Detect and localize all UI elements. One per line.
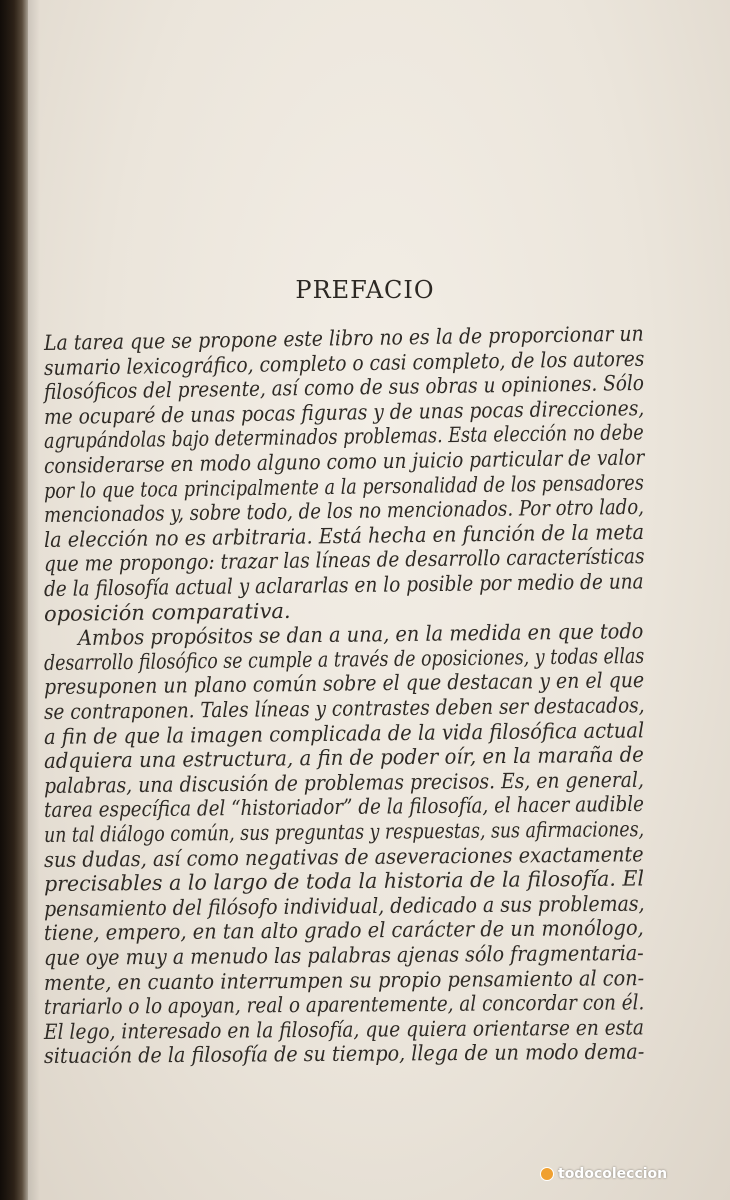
text-line: presuponen un plano común sobre el que destacan y en el que [43, 668, 645, 700]
text-line: de la filosofía actual y aclararlas en lo posible por medio de una [43, 569, 644, 601]
todocoleccion-logo-icon [540, 1167, 554, 1181]
text-line: tiene, empero, en tan alto grado el carácter de un monólogo, [43, 916, 644, 946]
text-line: sumario lexicográfico, completo o casi completo, de los autores [43, 346, 645, 380]
text-line: palabras, una discusión de problemas precisos. Es, en general, [43, 767, 645, 798]
text-line: que me propongo: trazar las líneas de desarrollo características [43, 544, 645, 577]
watermark [540, 1166, 667, 1182]
text-line: situación de la filosofía de su tiempo, llega de un modo dema- [43, 1040, 645, 1069]
text-line: oposición comparativa. [43, 598, 291, 626]
text-line: mente, en cuanto interrumpen su propio pensamiento al con- [43, 965, 645, 995]
text-line: la elección no es arbitraria. Está hecha en función de la meta [43, 519, 645, 552]
text-line: un tal diálogo común, sus preguntas y respuestas, sus afirmaciones, [43, 817, 645, 847]
text-line: mencionados y, sobre todo, de los no mencionados. Por otro lado, [43, 494, 645, 528]
watermark-text: todocoleccion [558, 1166, 668, 1182]
text-line: sus dudas, así como negativas de aseveraciones exactamente [43, 841, 644, 872]
text-line: trariarlo o lo apoyan, real o aparentemente, al concordar con él. [43, 990, 645, 1020]
text-line: tarea específica del “historiador” de la filosofía, el hacer audible [43, 792, 645, 823]
text-line: El lego, interesado en la filosofía, que quiera orientarse en esta [43, 1015, 644, 1044]
text-line: agrupándolas bajo determinados problemas. Esta elección no debe [43, 420, 644, 454]
page-title: PREFACIO [295, 276, 435, 304]
text-line: desarrollo filosófico se cumple a través de oposiciones, y todas ellas [43, 643, 645, 675]
text-line: que oye muy a menudo las palabras ajenas sólo fragmentaria- [43, 940, 644, 970]
text-line: Ambos propósitos se dan a una, en la medida en que todo [77, 619, 644, 651]
text-line: a fin de que la imagen complicada de la vida filosófica actual [43, 717, 645, 749]
text-line: pensamiento del filósofo individual, dedicado a sus problemas, [43, 891, 645, 921]
text-line: considerarse en modo alguno como un juicio particular de valor [43, 445, 645, 478]
text-line: se contraponen. Tales líneas y contrastes deben ser destacados, [43, 693, 645, 724]
text-line: filosóficos del presente, así como de sus obras u opiniones. Sólo [43, 371, 645, 405]
text-line: por lo que toca principalmente a la personalidad de los pensadores [43, 470, 644, 503]
text-line: me ocuparé de unas pocas figuras y de unas pocas direcciones, [43, 395, 645, 429]
text-line: precisables a lo largo de toda la historia de la filosofía. El [43, 866, 645, 897]
text-line: adquiera una estructura, a fin de poder oír, en la maraña de [43, 742, 645, 774]
text-line: La tarea que se propone este libro no es la de proporcionar un [43, 321, 644, 355]
